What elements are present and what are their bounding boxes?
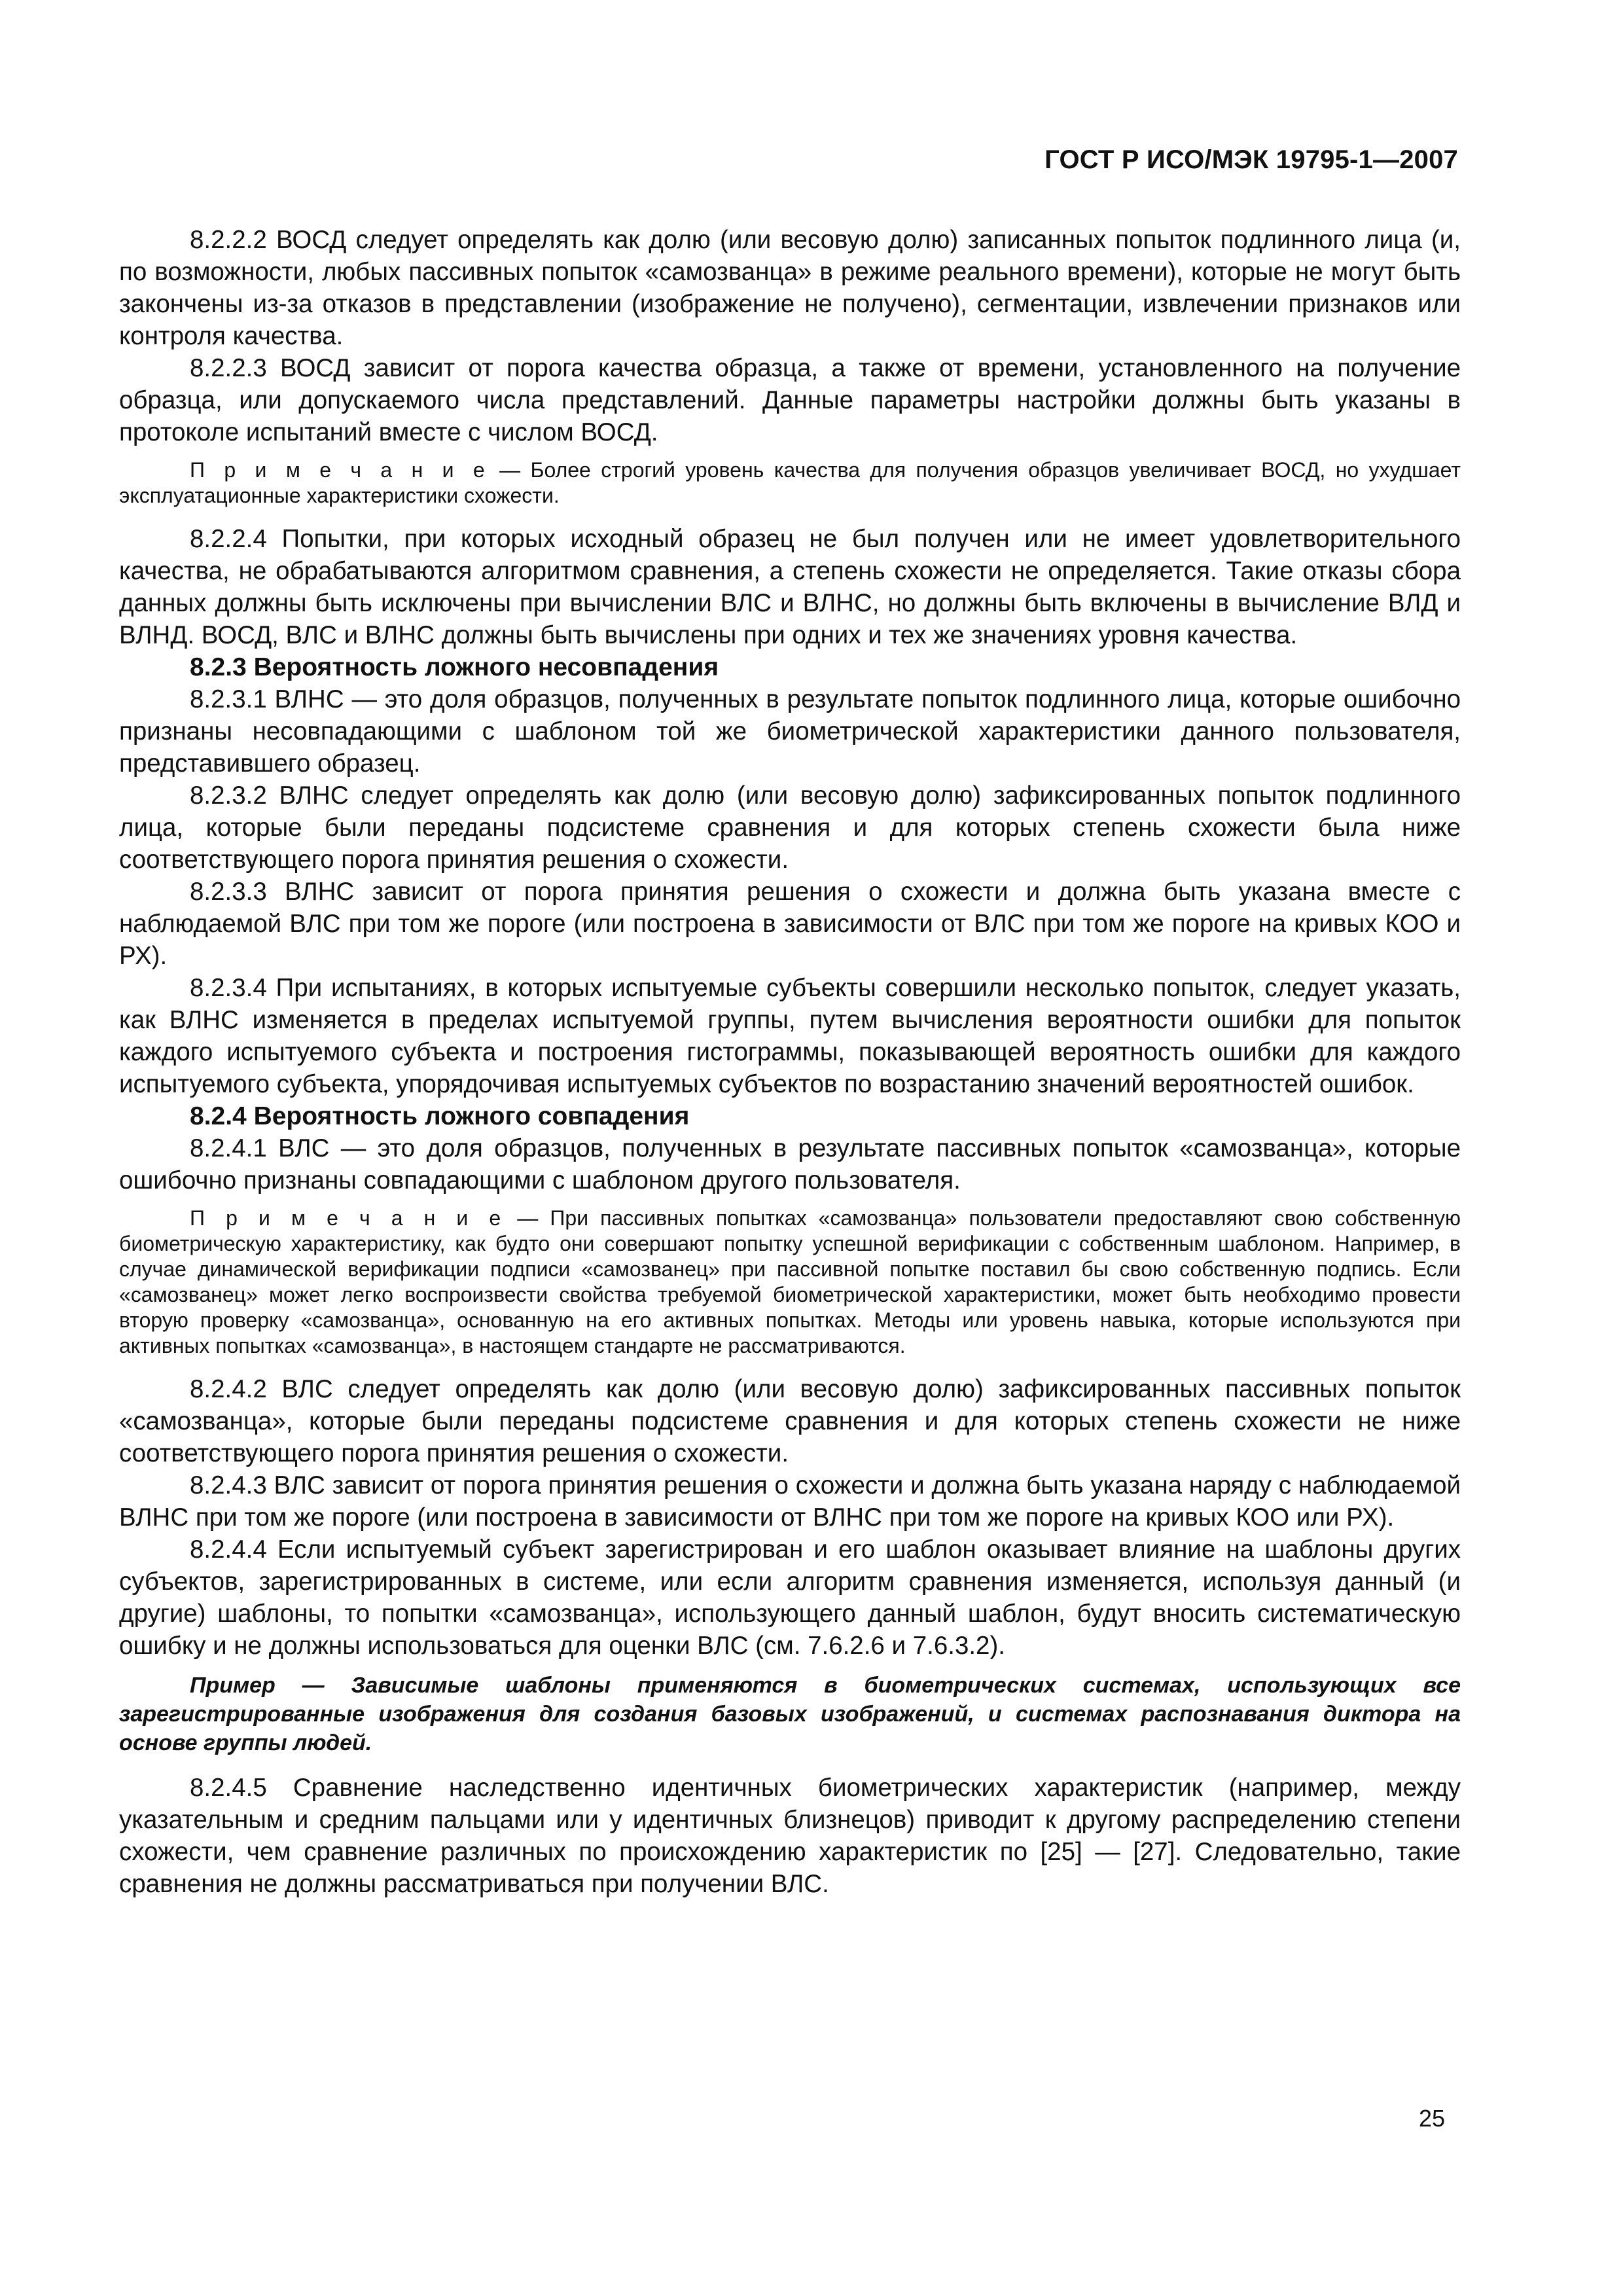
paragraph-8-2-2-2: 8.2.2.2 ВОСД следует определять как долю (или весовую долю) записанных попыток подлинного лица (и, по возможности, любых пассивных попыток «самозванца» в режиме реального времени), которые не могут быть закончены из-за отказов в представлении (изображение не получено), сегментации, извлечении признаков или контроля качества. bbox=[119, 226, 1461, 350]
note-text: — Более строгий уровень качества для получения образцов увеличивает ВОСД, но ухудшает эксплуатационные характеристики схожести. bbox=[119, 458, 1461, 507]
paragraph-8-2-3-2: 8.2.3.2 ВЛНС следует определять как долю (или весовую долю) зафиксированных попыток подлинного лица, которые были переданы подсистеме сравнения и для которых степень схожести была ниже соответствующего порога принятия решения о схожести. bbox=[119, 781, 1461, 874]
note-label: П р и м е ч а н и е bbox=[190, 458, 490, 482]
section-heading-8-2-3: 8.2.3 Вероятность ложного несовпадения bbox=[190, 653, 719, 681]
section-heading-8-2-4: 8.2.4 Вероятность ложного совпадения bbox=[190, 1102, 690, 1130]
page-number: 25 bbox=[1418, 2105, 1445, 2132]
paragraph-8-2-2-4: 8.2.2.4 Попытки, при которых исходный образец не был получен или не имеет удовлетворительного качества, не обрабатываются алгоритмом сравнения, а степень схожести не определяется. Такие отказы сбора данных должны быть исключены при вычислении ВЛС и ВЛНС, но должны быть включены в вычисление ВЛД и ВЛНД. ВОСД, ВЛС и ВЛНС должны быть вычислены при одних и тех же значениях уровня качества. bbox=[119, 525, 1461, 649]
note-2 bbox=[119, 1206, 1461, 1359]
document-body bbox=[119, 224, 1461, 1900]
paragraph-8-2-4-1: 8.2.4.1 ВЛС — это доля образцов, полученных в результате пассивных попыток «самозванца», которые ошибочно признаны совпадающими с шаблоном другого пользователя. bbox=[119, 1134, 1461, 1194]
example-block: Пример — Зависимые шаблоны применяются в биометрических системах, использующих все зарегистрированные изображения для создания базовых изображений, и системах распознавания диктора на основе группы людей. bbox=[119, 1673, 1461, 1755]
note-label: П р и м е ч а н и е bbox=[190, 1206, 506, 1230]
paragraph-8-2-4-2: 8.2.4.2 ВЛС следует определять как долю (или весовую долю) зафиксированных пассивных попыток «самозванца», которые были переданы подсистеме сравнения и для которых степень схожести не ниже соответствующего порога принятия решения о схожести. bbox=[119, 1375, 1461, 1467]
paragraph-8-2-3-3: 8.2.3.3 ВЛНС зависит от порога принятия решения о схожести и должна быть указана вместе с наблюдаемой ВЛС при том же пороге (или построена в зависимости от ВЛС при том же пороге на кривых КОО и РХ). bbox=[119, 878, 1461, 970]
paragraph-8-2-2-3: 8.2.2.3 ВОСД зависит от порога качества образца, а также от времени, установленного на получение образца, или допускаемого числа представлений. Данные параметры настройки должны быть указаны в протоколе испытаний вместе с числом ВОСД. bbox=[119, 354, 1461, 446]
paragraph-8-2-4-4: 8.2.4.4 Если испытуемый субъект зарегистрирован и его шаблон оказывает влияние на шаблоны других субъектов, зарегистрированных в системе, или если алгоритм сравнения изменяется, используя данный (и другие) шаблоны, то попытки «самозванца», использующего данный шаблон, будут вносить систематическую ошибку и не должны использоваться для оценки ВЛС (см. 7.6.2.6 и 7.6.3.2). bbox=[119, 1535, 1461, 1660]
paragraph-8-2-3-1: 8.2.3.1 ВЛНС — это доля образцов, полученных в результате попыток подлинного лица, которые ошибочно признаны несовпадающими с шаблоном той же биометрической характеристики данного пользователя, представившего образец. bbox=[119, 685, 1461, 778]
paragraph-8-2-3-4: 8.2.3.4 При испытаниях, в которых испытуемые субъекты совершили несколько попыток, следует указать, как ВЛНС изменяется в пределах испытуемой группы, путем вычисления вероятности ошибки для попыток каждого испытуемого субъекта и построения гистограммы, показывающей вероятность ошибки для каждого испытуемого субъекта, упорядочивая испытуемых субъектов по возрастанию значений вероятностей ошибок. bbox=[119, 974, 1461, 1098]
paragraph-8-2-4-3: 8.2.4.3 ВЛС зависит от порога принятия решения о схожести и должна быть указана наряду с наблюдаемой ВЛНС при том же пороге (или построена в зависимости от ВЛНС при том же пороге на кривых КОО или РХ). bbox=[119, 1471, 1461, 1532]
paragraph-8-2-4-5: 8.2.4.5 Сравнение наследственно идентичных биометрических характеристик (например, между указательным и средним пальцами или у идентичных близнецов) приводит к другому распределению степени схожести, чем сравнение различных по происхождению характеристик по [25] — [27]. Следовательно, такие сравнения не должны рассматриваться при получении ВЛС. bbox=[119, 1774, 1461, 1898]
standard-header: ГОСТ Р ИСО/МЭК 19795-1—2007 bbox=[1044, 145, 1458, 174]
note-text: — При пассивных попытках «самозванца» пользователи предоставляют свою собственную биометрическую характеристику, как будто они совершают попытку успешной верификации с собственным шаблоном. Например, в случае динамической верификации подписи «самозванец» при пассивной попытке поставил бы свою собственную подпись. Если «самозванец» может легко воспроизвести свойства требуемой биометрической характеристики, может быть необходимо провести вторую проверку «самозванца», основанную на его активных попытках. Методы или уровень навыка, которые используются при активных попытках «самозванца», в настоящем стандарте не рассматриваются. bbox=[119, 1206, 1461, 1357]
note-1 bbox=[119, 457, 1461, 509]
